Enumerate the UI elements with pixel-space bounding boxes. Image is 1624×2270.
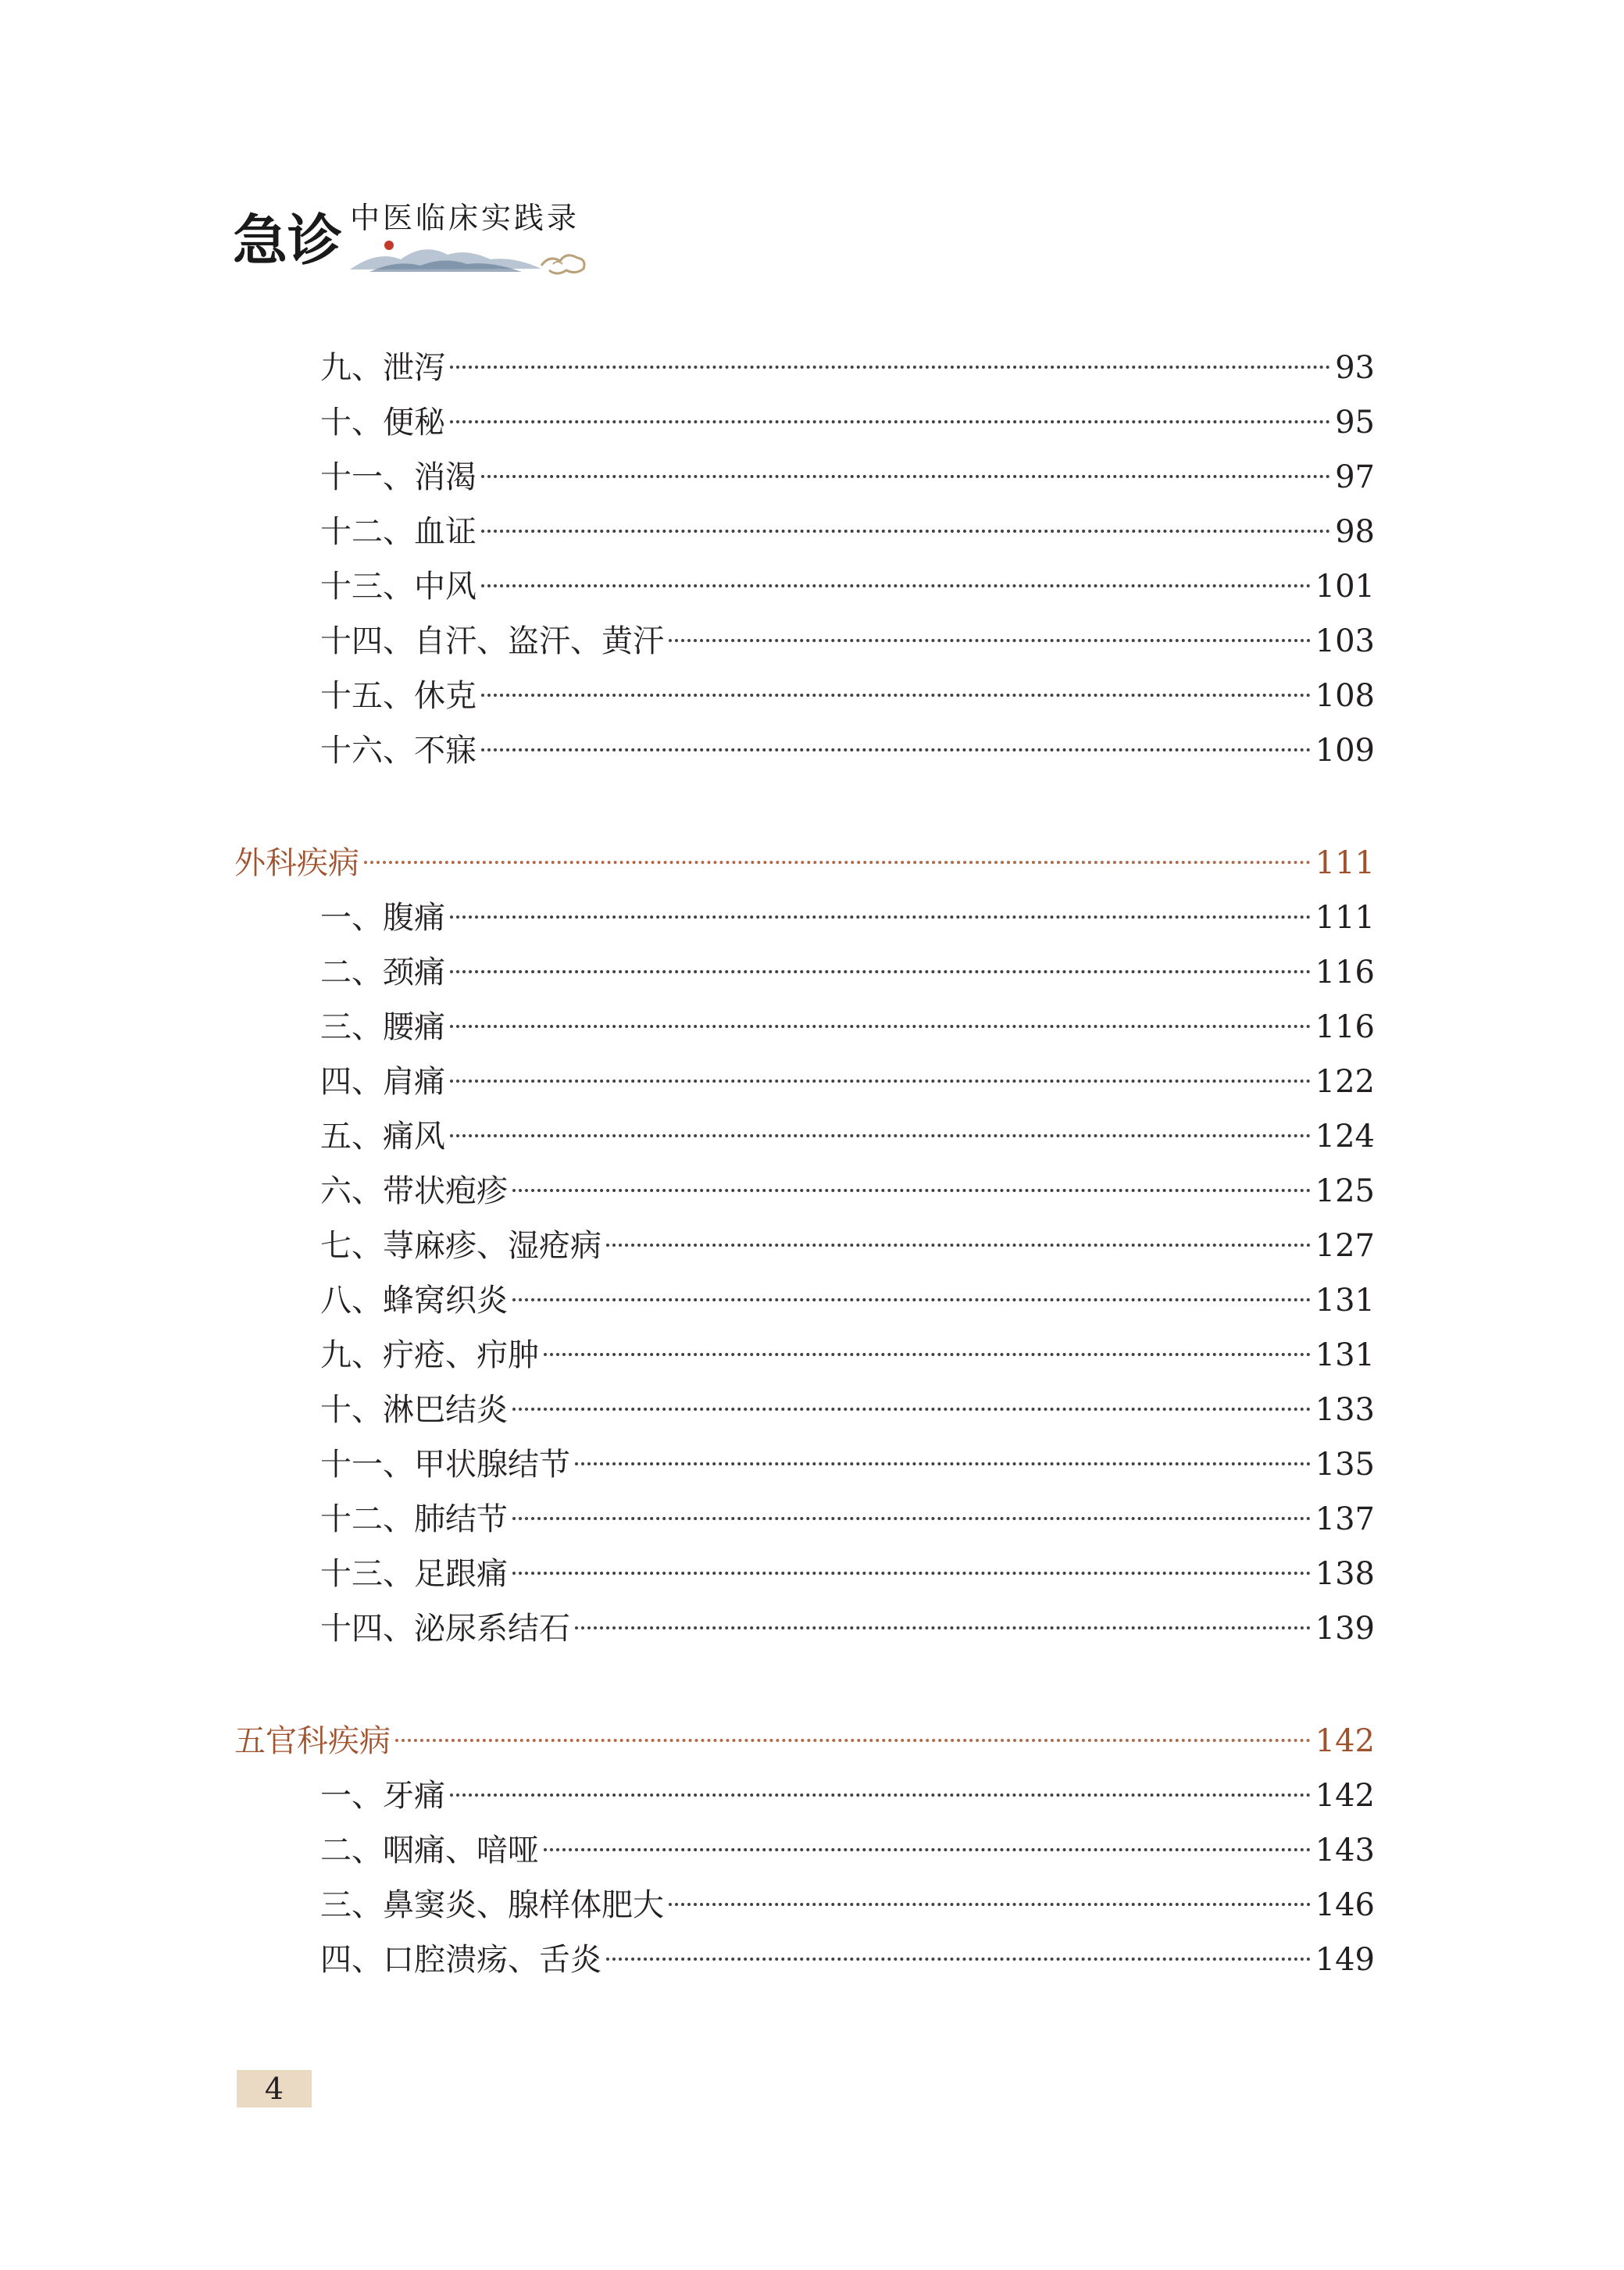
section-spacer — [234, 778, 1375, 836]
dot-leader — [512, 1408, 1311, 1411]
dot-leader — [481, 475, 1330, 478]
toc-entry[interactable] — [234, 1328, 1375, 1383]
toc-entry-page: 131 — [1315, 1283, 1375, 1319]
toc-entry-label: 四、肩痛 — [320, 1064, 445, 1100]
toc-entry[interactable] — [234, 1933, 1375, 1987]
toc-entry-label: 九、泄泻 — [320, 350, 445, 386]
toc-entry-page: 95 — [1335, 405, 1375, 441]
toc-entry-label: 十五、休克 — [320, 678, 476, 714]
header-title-small: 中医临床实践录 — [350, 201, 580, 235]
toc-entry-label: 十六、不寐 — [320, 733, 476, 769]
dot-leader — [512, 1298, 1311, 1301]
toc-entry-label: 十三、中风 — [320, 569, 476, 605]
toc-entry[interactable] — [234, 505, 1375, 559]
toc-entry-label: 十二、肺结节 — [320, 1501, 508, 1537]
dot-leader — [481, 584, 1311, 587]
dot-leader — [544, 1848, 1311, 1851]
dot-leader — [512, 1517, 1311, 1520]
toc-entry-label: 一、牙痛 — [320, 1778, 445, 1814]
toc-entry[interactable] — [234, 1000, 1375, 1055]
toc-entry-label: 三、腰痛 — [320, 1009, 445, 1045]
toc-entry[interactable] — [234, 1823, 1375, 1878]
toc-entry-label: 八、蜂窝织炎 — [320, 1283, 508, 1319]
toc-entry-label: 十二、血证 — [320, 514, 476, 550]
toc-entry-page: 124 — [1315, 1119, 1375, 1155]
toc-chapter-ent[interactable] — [234, 1714, 1375, 1769]
toc-entry-label: 十一、甲状腺结节 — [320, 1447, 570, 1483]
toc-chapter-page: 142 — [1315, 1723, 1375, 1759]
toc-entry-page: 131 — [1315, 1337, 1375, 1373]
toc-entry-page: 149 — [1315, 1942, 1375, 1978]
toc-entry-label: 十四、自汗、盗汗、黄汗 — [320, 623, 664, 659]
table-of-contents — [234, 341, 1375, 1987]
dot-leader — [450, 1080, 1311, 1083]
toc-entry-page: 108 — [1315, 678, 1375, 714]
dot-leader — [450, 420, 1330, 423]
dot-leader — [669, 639, 1311, 642]
toc-entry[interactable] — [234, 1769, 1375, 1823]
toc-entry[interactable] — [234, 1492, 1375, 1547]
book-header-logo — [233, 187, 608, 289]
toc-entry[interactable] — [234, 614, 1375, 669]
page-number-badge: 4 — [237, 2070, 312, 2108]
toc-entry-label: 十、便秘 — [320, 405, 445, 441]
toc-entry[interactable] — [234, 1601, 1375, 1656]
toc-entry-page: 111 — [1315, 900, 1375, 936]
dot-leader — [450, 915, 1311, 919]
dot-leader — [481, 530, 1330, 533]
toc-entry-page: 133 — [1315, 1392, 1375, 1428]
dot-leader — [512, 1572, 1311, 1575]
toc-entry[interactable] — [234, 1383, 1375, 1437]
toc-entry[interactable] — [234, 1055, 1375, 1109]
toc-chapter-label: 五官科疾病 — [234, 1723, 391, 1759]
toc-entry-label: 二、咽痛、喑哑 — [320, 1833, 539, 1868]
toc-entry-page: 98 — [1335, 514, 1375, 550]
section-spacer — [234, 1656, 1375, 1714]
toc-entry-label: 四、口腔溃疡、舌炎 — [320, 1942, 601, 1978]
toc-entry[interactable] — [234, 1164, 1375, 1219]
toc-entry-page: 101 — [1315, 569, 1375, 605]
header-title-big: 急诊 — [233, 208, 342, 273]
dot-leader — [364, 861, 1311, 864]
mountain-cloud-logo-icon — [233, 187, 608, 289]
dot-leader — [575, 1462, 1311, 1465]
toc-entry-page: 125 — [1315, 1173, 1375, 1209]
toc-entry[interactable] — [234, 1219, 1375, 1273]
toc-entry[interactable] — [234, 395, 1375, 450]
dot-leader — [669, 1903, 1311, 1906]
toc-entry-page: 137 — [1315, 1501, 1375, 1537]
toc-entry[interactable] — [234, 450, 1375, 505]
toc-entry-label: 九、疔疮、疖肿 — [320, 1337, 539, 1373]
toc-entry-label: 三、鼻窦炎、腺样体肥大 — [320, 1887, 664, 1923]
dot-leader — [544, 1353, 1311, 1356]
toc-entry-page: 142 — [1315, 1778, 1375, 1814]
toc-chapter-surgery[interactable] — [234, 836, 1375, 891]
toc-entry-page: 93 — [1335, 350, 1375, 386]
toc-entry-page: 109 — [1315, 733, 1375, 769]
toc-entry[interactable] — [234, 1878, 1375, 1933]
toc-entry-page: 135 — [1315, 1447, 1375, 1483]
toc-entry-label: 十一、消渴 — [320, 459, 476, 495]
dot-leader — [606, 1244, 1311, 1247]
toc-entry-page: 122 — [1315, 1064, 1375, 1100]
dot-leader — [575, 1626, 1311, 1629]
toc-entry-page: 116 — [1315, 955, 1375, 990]
dot-leader — [450, 1025, 1311, 1028]
toc-entry-label: 一、腹痛 — [320, 900, 445, 936]
toc-chapter-label: 外科疾病 — [234, 845, 359, 881]
toc-entry[interactable] — [234, 945, 1375, 1000]
dot-leader — [606, 1958, 1311, 1961]
toc-entry-label: 十三、足跟痛 — [320, 1556, 508, 1592]
toc-entry[interactable] — [234, 1273, 1375, 1328]
dot-leader — [395, 1739, 1311, 1742]
toc-entry-page: 139 — [1315, 1611, 1375, 1647]
toc-entry-page: 116 — [1315, 1009, 1375, 1045]
toc-entry-page: 146 — [1315, 1887, 1375, 1923]
dot-leader — [512, 1189, 1311, 1192]
toc-chapter-page: 111 — [1315, 845, 1375, 881]
dot-leader — [450, 1794, 1311, 1797]
toc-entry-page: 103 — [1315, 623, 1375, 659]
toc-entry-page: 127 — [1315, 1228, 1375, 1264]
toc-entry[interactable] — [234, 891, 1375, 945]
toc-entry-label: 七、荨麻疹、湿疮病 — [320, 1228, 601, 1264]
toc-entry[interactable] — [234, 1109, 1375, 1164]
dot-leader — [450, 1134, 1311, 1137]
dot-leader — [450, 970, 1311, 973]
toc-entry[interactable] — [234, 559, 1375, 614]
toc-entry-label: 二、颈痛 — [320, 955, 445, 990]
toc-entry-label: 十、淋巴结炎 — [320, 1392, 508, 1428]
toc-entry-page: 97 — [1335, 459, 1375, 495]
toc-entry[interactable] — [234, 1547, 1375, 1601]
toc-entry-page: 138 — [1315, 1556, 1375, 1592]
toc-entry[interactable] — [234, 1437, 1375, 1492]
toc-entry-label: 十四、泌尿系结石 — [320, 1611, 570, 1647]
toc-entry-label: 六、带状疱疹 — [320, 1173, 508, 1209]
toc-entry-label: 五、痛风 — [320, 1119, 445, 1155]
dot-leader — [450, 366, 1330, 369]
dot-leader — [481, 694, 1311, 697]
toc-entry[interactable] — [234, 723, 1375, 778]
toc-entry-page: 143 — [1315, 1833, 1375, 1868]
toc-entry[interactable] — [234, 341, 1375, 395]
dot-leader — [481, 748, 1311, 751]
toc-entry[interactable] — [234, 669, 1375, 723]
